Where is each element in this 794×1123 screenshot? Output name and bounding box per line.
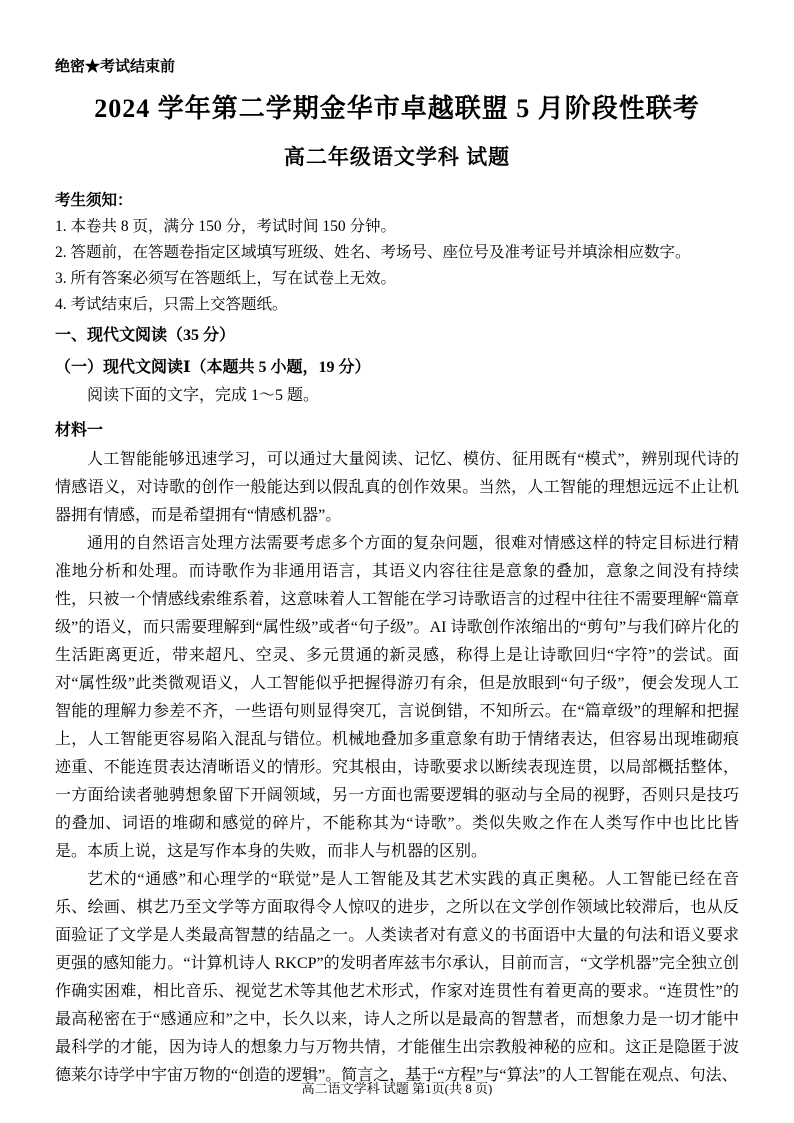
reading-instruction: 阅读下面的文字，完成 1～5 题。 [87,387,320,404]
subsection-heading-reading-one: （一）现代文阅读Ⅰ（本题共 5 小题，19 分） [55,359,371,376]
material-paragraph-1: 人工智能能够迅速学习，可以通过大量阅读、记忆、模仿、征用既有“模式”，辨别现代诗的情感语义，对诗歌的创作一般能达到以假乱真的创作效果。当然，人工智能的理想远远不止让机器拥有情感，而是希望拥有“情感机器”。 [55,451,739,524]
exam-subtitle: 高二年级语文学科 试题 [283,145,511,169]
material-paragraph-3: 艺术的“通感”和心理学的“联觉”是人工智能及其艺术实践的真正奥秘。人工智能已经在音乐、绘画、棋艺乃至文学等方面取得令人惊叹的进步，之所以在文学创作领域比较滞后，也从反面验证了文学是人类最高智慧的结晶之一。人类读者对有意义的书面语中大量的句法和语义要求更强的感知能力。“计算机诗人 RKCP”的发明者库兹韦尔承认，目前而言，“文学机器”完全独立创作确实困难，相比音乐、视觉艺术等其他艺术形式，作家对连贯性有着更高的要求。“连贯性”的最高秘密在于“感通应和”之中，长久以来，诗人之所以是最高的智慧者，而想象力是一切才能中最科学的才能，因为诗人的想象力与万物共情，才能催生出宗教般神秘的应和。这正是隐匿于波德莱尔诗学中宇宙万物的“创造的逻辑”。简言之，基于“方程”与“算法”的人工智能在观点、句法、 [55,871,739,1084]
candidate-notice-block [55,188,739,318]
section-heading-modern-reading: 一、现代文阅读（35 分） [55,327,236,344]
material-one-label: 材料一 [55,422,104,439]
notice-item-4: 4. 考试结束后，只需上交答题纸。 [55,296,288,313]
page-footer: 高二语文学科 试题 第1页(共 8 页) [301,1081,493,1096]
material-paragraph-2: 通用的自然语言处理方法需要考虑多个方面的复杂问题，很难对情感这样的特定目标进行精准地分析和处理。而诗歌作为非通用语言，其语义内容往往是意象的叠加，意象之间没有持续性，只被一个情感线索维系着，这意味着人工智能在学习诗歌语言的过程中往往不需要理解“篇章级”的语义，而只需要理解到“属性级”或者“句子级”。AI 诗歌创作浓缩出的“剪句”与我们碎片化的生活距离更近，带来超凡、空灵、多元贯通的新灵感，称得上是让诗歌回归“字符”的尝试。面对“属性级”此类微观语义，人工智能似乎把握得游刃有余，但是放眼到“句子级”，便会发现人工智能的理解力参差不齐，一些语句则显得突兀，言说倒错，不知所云。在“篇章级”的理解和把握上，人工智能更容易陷入混乱与错位。机械地叠加多重意象有助于情绪表达，但容易出现堆砌痕迹重、不能连贯表达清晰语义的情形。究其根由，诗歌要求以断续表现连贯，以局部概括整体，一方面给读者驰骋想象留下开阔领域，另一方面也需要逻辑的驱动与全局的视野，否则只是技巧的叠加、词语的堆砌和感觉的碎片，不能称其为“诗歌”。类似失败之作在人类写作中也比比皆是。本质上说，这是写作本身的失败，而非人与机器的区别。 [55,535,739,860]
notice-item-3: 3. 所有答案必须写在答题纸上，写在试卷上无效。 [55,270,397,287]
notice-heading: 考生须知： [55,192,133,209]
notice-item-2: 2. 答题前，在答题卷指定区域填写班级、姓名、考场号、座位号及准考证号并填涂相应数字。 [55,244,691,261]
security-classification-label: 绝密★考试结束前 [55,59,176,75]
notice-item-1: 1. 本卷共 8 页，满分 150 分，考试时间 150 分钟。 [55,218,397,235]
exam-title: 2024 学年第二学期金华市卓越联盟 5 月阶段性联考 [94,94,700,123]
